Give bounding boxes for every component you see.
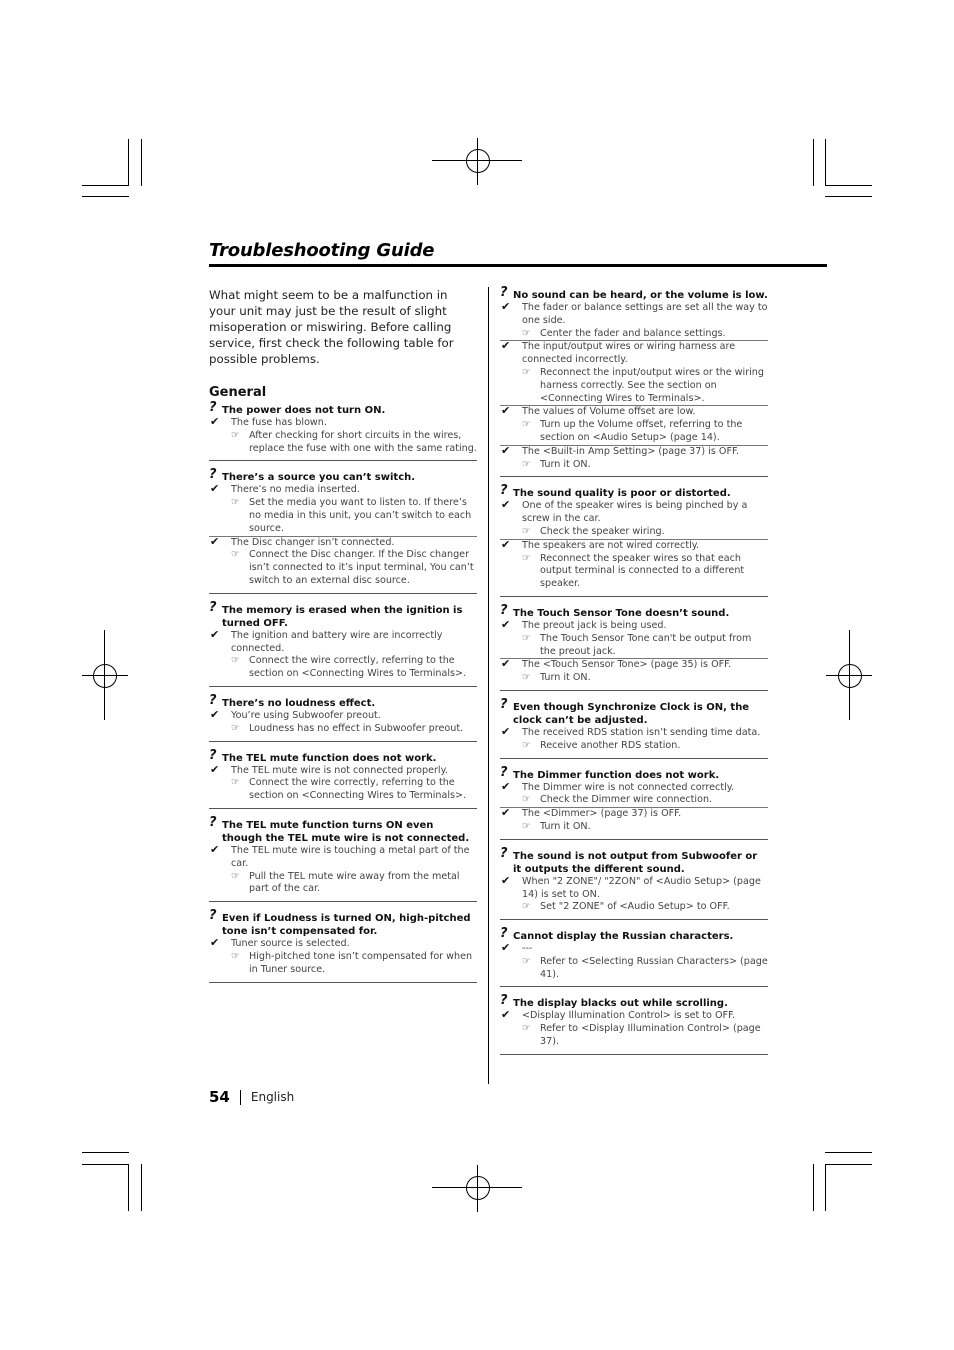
check-mark-icon: ✔	[501, 779, 511, 793]
problem-question	[209, 747, 477, 765]
cause-line	[209, 417, 477, 430]
solution-text: Refer to <Display Illumination Control> (page 37).	[540, 1023, 761, 1048]
solution-text: Loudness has no effect in Subwoofer preout.	[249, 722, 464, 734]
solution-text: After checking for short circuits in the wires, replace the fuse with one with the same rating.	[249, 429, 477, 454]
check-mark-icon: ✔	[501, 443, 511, 457]
cause-text: The preout jack is being used.	[522, 619, 667, 631]
left-column	[209, 287, 477, 993]
cause-line	[500, 808, 768, 821]
solution-line	[500, 821, 768, 834]
solution-text: Turn it ON.	[540, 820, 591, 832]
problem-text: There’s a source you can’t switch.	[222, 472, 416, 484]
cause-text: <Display Illumination Control> is set to OFF.	[522, 1010, 736, 1022]
cause-line	[500, 943, 768, 956]
solution-text: High-pitched tone isn’t compensated for when in Tuner source.	[249, 950, 473, 975]
check-mark-icon: ✔	[501, 404, 511, 418]
solution-text: Center the fader and balance settings.	[540, 327, 726, 339]
question-mark-icon: ?	[209, 467, 217, 483]
question-mark-icon: ?	[500, 926, 508, 942]
solution-line	[209, 871, 477, 897]
cause-block	[209, 484, 477, 536]
cause-text: The <Dimmer> (page 37) is OFF.	[522, 808, 682, 820]
check-mark-icon: ✔	[210, 534, 220, 548]
cause-block	[209, 707, 477, 736]
cause-block	[500, 873, 768, 914]
cause-block	[500, 943, 768, 981]
cause-text: The speakers are not wired correctly.	[522, 539, 700, 551]
problem-question	[209, 400, 477, 417]
pointing-hand-icon: ☞	[522, 739, 531, 751]
right-column	[500, 287, 768, 1065]
pointing-hand-icon: ☞	[522, 1023, 531, 1035]
problem-text: The memory is erased when the ignition is turned OFF.	[222, 604, 463, 629]
pointing-hand-icon: ☞	[522, 327, 531, 339]
solution-line	[500, 1023, 768, 1049]
cause-line	[209, 762, 477, 778]
pointing-hand-icon: ☞	[522, 366, 531, 378]
cause-text: When "2 ZONE"/ "2ZON" of <Audio Setup> (page 14) is set to ON.	[522, 875, 761, 900]
cause-text: The TEL mute wire is touching a metal part of the car.	[231, 844, 470, 869]
problem-text: Even though Synchronize Clock is ON, the clock can’t be adjusted.	[513, 701, 750, 726]
troubleshooting-list-left	[209, 400, 477, 983]
question-mark-icon: ?	[209, 747, 217, 763]
solution-text: Connect the Disc changer. If the Disc changer isn’t connected to it’s input terminal, You can’t switch to an external disc source.	[249, 549, 474, 586]
cause-text: The input/output wires or wiring harness are connected incorrectly.	[522, 341, 736, 366]
cause-text: The received RDS station isn’t sending time data.	[522, 726, 761, 738]
question-mark-icon: ?	[209, 908, 217, 924]
problem-question	[209, 908, 477, 938]
cause-block	[500, 617, 768, 659]
check-mark-icon: ✔	[210, 842, 220, 856]
cause-block	[500, 406, 768, 445]
page-number: 54	[209, 1088, 230, 1106]
question-mark-icon: ?	[500, 285, 508, 300]
cause-line	[500, 1010, 768, 1023]
solution-text: Turn up the Volume offset, referring to the section on <Audio Setup> (page 14).	[540, 419, 743, 443]
problem-text: The TEL mute function turns ON even though the TEL mute wire is not connected.	[222, 819, 470, 844]
cause-block	[500, 302, 768, 341]
pointing-hand-icon: ☞	[522, 632, 531, 644]
solution-text: Turn it ON.	[540, 672, 591, 684]
footer-language: English	[250, 1090, 295, 1104]
check-mark-icon: ✔	[501, 806, 511, 820]
pointing-hand-icon: ☞	[231, 497, 240, 509]
solution-text: Set "2 ZONE" of <Audio Setup> to OFF.	[540, 901, 730, 913]
problem-text: Even if Loudness is turned ON, high-pitched tone isn’t compensated for.	[222, 913, 471, 938]
pointing-hand-icon: ☞	[522, 955, 531, 967]
check-mark-icon: ✔	[501, 537, 511, 551]
solution-text: Turn it ON.	[540, 458, 591, 470]
check-mark-icon: ✔	[501, 941, 511, 955]
cause-text: The <Built-in Amp Setting> (page 37) is OFF.	[522, 445, 739, 457]
cause-block	[500, 341, 768, 406]
cause-line	[500, 873, 768, 902]
solution-text: Reconnect the input/output wires or the wiring harness correctly. See the section on <Connecting Wires to Terminals>.	[540, 366, 764, 404]
title-rule	[209, 264, 827, 267]
troubleshooting-item	[500, 926, 768, 987]
solution-line	[500, 672, 768, 685]
check-mark-icon: ✔	[210, 762, 220, 776]
cause-block	[209, 762, 477, 803]
problem-question	[209, 814, 477, 845]
pointing-hand-icon: ☞	[522, 820, 531, 832]
cause-line	[500, 724, 768, 740]
column-divider	[488, 287, 489, 1084]
footer-divider	[240, 1090, 241, 1105]
pointing-hand-icon: ☞	[231, 429, 240, 441]
problem-question	[500, 993, 768, 1010]
cause-line	[209, 707, 477, 723]
problem-text: The TEL mute function does not work.	[222, 752, 437, 764]
solution-line	[500, 367, 768, 405]
pointing-hand-icon: ☞	[231, 722, 240, 734]
cause-text: The fader or balance settings are set all the way to one side.	[522, 302, 768, 326]
troubleshooting-item	[500, 483, 768, 597]
problem-text: There’s no loudness effect.	[222, 697, 376, 709]
problem-question	[209, 599, 477, 630]
troubleshooting-item	[209, 814, 477, 902]
problem-question	[209, 692, 477, 710]
troubleshooting-item	[209, 400, 477, 461]
troubleshooting-item	[500, 993, 768, 1054]
cause-line	[500, 302, 768, 328]
pointing-hand-icon: ☞	[522, 794, 531, 806]
problem-question	[500, 483, 768, 500]
check-mark-icon: ✔	[501, 300, 511, 313]
cause-block	[500, 500, 768, 539]
problem-question	[500, 696, 768, 727]
cause-block	[500, 443, 768, 472]
solution-line	[209, 497, 477, 535]
troubleshooting-item	[500, 845, 768, 920]
solution-text: Refer to <Selecting Russian Characters> (page 41).	[540, 955, 768, 980]
cause-text: The fuse has blown.	[231, 417, 327, 428]
pointing-hand-icon: ☞	[231, 870, 240, 882]
check-mark-icon: ✔	[501, 339, 511, 353]
problem-text: The power does not turn ON.	[222, 405, 386, 416]
cause-block	[209, 842, 477, 896]
cause-line	[500, 779, 768, 795]
problem-text: The Dimmer function does not work.	[513, 769, 720, 781]
solution-line	[500, 526, 768, 539]
question-mark-icon: ?	[209, 692, 217, 708]
troubleshooting-item	[209, 747, 477, 809]
problem-text: The sound quality is poor or distorted.	[513, 488, 731, 500]
problem-text: The Touch Sensor Tone doesn’t sound.	[513, 607, 730, 619]
intro-text: What might seem to be a malfunction in your unit may just be the result of slight misoperation or miswiring. Before calling service, first check the following table for possible problems.	[209, 288, 454, 366]
cause-text: The values of Volume offset are low.	[522, 406, 696, 418]
problem-question	[500, 926, 768, 943]
cause-block	[500, 808, 768, 834]
check-mark-icon: ✔	[501, 657, 511, 671]
solution-line	[500, 328, 768, 341]
check-mark-icon: ✔	[210, 415, 220, 428]
troubleshooting-item	[209, 692, 477, 742]
troubleshooting-item	[209, 908, 477, 982]
solution-line	[209, 777, 477, 803]
solution-text: Check the Dimmer wire connection.	[540, 794, 713, 806]
troubleshooting-item	[209, 467, 477, 593]
problem-question	[500, 845, 768, 876]
check-mark-icon: ✔	[210, 707, 220, 721]
solution-text: Receive another RDS station.	[540, 739, 681, 751]
solution-line	[500, 553, 768, 591]
cause-block	[500, 724, 768, 753]
cause-line	[500, 617, 768, 633]
cause-line	[500, 500, 768, 526]
problem-question	[500, 285, 768, 302]
problem-question	[500, 764, 768, 782]
problem-text: The display blacks out while scrolling.	[513, 998, 728, 1010]
cause-block	[500, 779, 768, 809]
pointing-hand-icon: ☞	[231, 655, 240, 667]
cause-line	[209, 842, 477, 871]
problem-text: The sound is not output from Subwoofer or it outputs the different sound.	[513, 850, 758, 875]
question-mark-icon: ?	[209, 400, 217, 415]
solution-line	[209, 430, 477, 456]
cause-block	[209, 417, 477, 455]
problem-question	[209, 467, 477, 484]
cause-line	[500, 443, 768, 459]
cause-line	[500, 537, 768, 553]
pointing-hand-icon: ☞	[522, 525, 531, 537]
troubleshooting-item	[500, 764, 768, 840]
pointing-hand-icon: ☞	[522, 672, 531, 684]
cause-line	[209, 534, 477, 550]
question-mark-icon: ?	[209, 599, 217, 615]
cause-line	[209, 484, 477, 497]
check-mark-icon: ✔	[210, 936, 220, 950]
solution-text: The Touch Sensor Tone can't be output from the preout jack.	[540, 632, 752, 657]
problem-text: Cannot display the Russian characters.	[513, 931, 734, 943]
cause-text: Tuner source is selected.	[231, 938, 350, 950]
solution-text: Connect the wire correctly, referring to the section on <Connecting Wires to Terminals>.	[249, 777, 467, 802]
pointing-hand-icon: ☞	[522, 419, 531, 431]
problem-text: No sound can be heard, or the volume is low.	[513, 290, 768, 301]
check-mark-icon: ✔	[501, 498, 511, 512]
cause-block	[500, 537, 768, 591]
cause-text: The Disc changer isn’t connected.	[231, 536, 395, 548]
solution-line	[500, 459, 768, 472]
check-mark-icon: ✔	[210, 482, 220, 496]
pointing-hand-icon: ☞	[231, 549, 240, 561]
solution-line	[209, 951, 477, 977]
cause-text: The <Touch Sensor Tone> (page 35) is OFF.	[522, 659, 732, 671]
solution-line	[500, 419, 768, 445]
troubleshooting-item	[500, 285, 768, 477]
question-mark-icon: ?	[500, 696, 508, 712]
troubleshooting-item	[500, 602, 768, 691]
cause-text: There’s no media inserted.	[231, 484, 360, 496]
troubleshooting-list-right	[500, 285, 768, 1055]
cause-line	[500, 659, 768, 672]
solution-text: Set the media you want to listen to. If there’s no media in this unit, you can’t switch to each source.	[249, 497, 472, 534]
page-title: Troubleshooting Guide	[209, 240, 435, 261]
cause-block	[500, 1010, 768, 1048]
pointing-hand-icon: ☞	[231, 777, 240, 789]
cause-text: The TEL mute wire is not connected properly.	[231, 764, 448, 776]
section-heading: General	[209, 385, 267, 400]
solution-text: Connect the wire correctly, referring to the section on <Connecting Wires to Terminals>.	[249, 655, 467, 680]
problem-question	[500, 602, 768, 620]
solution-line	[500, 740, 768, 753]
pointing-hand-icon: ☞	[522, 901, 531, 913]
troubleshooting-item	[500, 696, 768, 759]
check-mark-icon: ✔	[501, 724, 511, 738]
check-mark-icon: ✔	[501, 1008, 511, 1022]
check-mark-icon: ✔	[210, 627, 220, 641]
pointing-hand-icon: ☞	[522, 458, 531, 470]
solution-text: Pull the TEL mute wire away from the metal part of the car.	[249, 870, 460, 895]
cause-text: You’re using Subwoofer preout.	[231, 709, 381, 721]
cause-block	[209, 627, 477, 681]
cause-text: ---	[522, 943, 533, 955]
solution-line	[209, 723, 477, 736]
cause-line	[500, 341, 768, 367]
question-mark-icon: ?	[500, 764, 508, 780]
solution-text: Check the speaker wiring.	[540, 525, 665, 537]
cause-line	[209, 627, 477, 656]
question-mark-icon: ?	[500, 602, 508, 618]
solution-line	[500, 956, 768, 982]
page-footer	[209, 1088, 294, 1106]
question-mark-icon: ?	[500, 483, 508, 499]
check-mark-icon: ✔	[501, 873, 511, 887]
solution-line	[500, 633, 768, 659]
pointing-hand-icon: ☞	[522, 552, 531, 564]
cause-block	[209, 938, 477, 976]
cause-text: The Dimmer wire is not connected correctly.	[522, 781, 735, 793]
question-mark-icon: ?	[209, 814, 217, 830]
cause-line	[209, 938, 477, 951]
question-mark-icon: ?	[500, 845, 508, 861]
question-mark-icon: ?	[500, 993, 508, 1009]
cause-text: The ignition and battery wire are incorrectly connected.	[231, 629, 443, 654]
cause-block	[209, 534, 477, 588]
check-mark-icon: ✔	[501, 617, 511, 631]
cause-block	[500, 659, 768, 685]
cause-text: One of the speaker wires is being pinched by a screw in the car.	[522, 500, 748, 525]
solution-text: Reconnect the speaker wires so that each output terminal is connected to a different speaker.	[540, 552, 745, 590]
cause-line	[500, 406, 768, 419]
troubleshooting-item	[209, 599, 477, 687]
solution-line	[209, 549, 477, 587]
solution-line	[500, 901, 768, 914]
solution-line	[209, 655, 477, 681]
solution-line	[500, 794, 768, 807]
pointing-hand-icon: ☞	[231, 950, 240, 962]
